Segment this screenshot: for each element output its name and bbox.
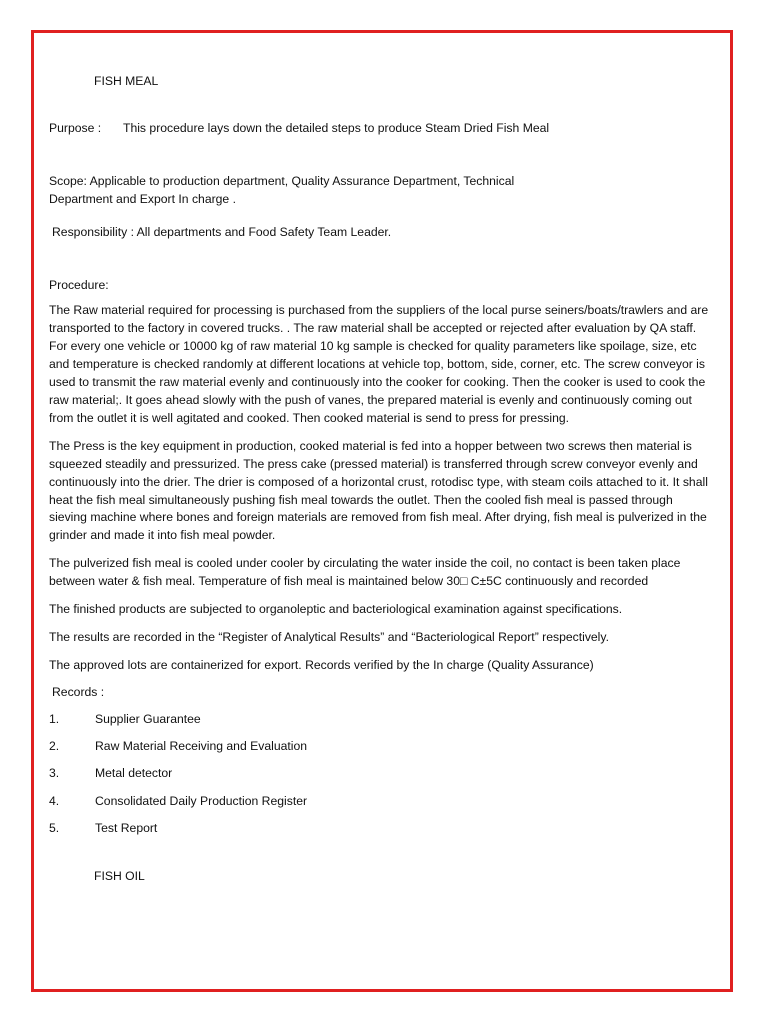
scope-line-1: Scope: Applicable to production department, Quality Assurance Department, Technical <box>49 173 515 188</box>
records-list <box>49 711 712 839</box>
procedure-paragraph-export: The approved lots are containerized for export. Records verified by the In charge (Quality Assurance) <box>49 657 594 672</box>
document-page <box>31 30 733 992</box>
list-item <box>49 793 712 811</box>
purpose-row <box>49 120 712 138</box>
record-number: 5. <box>49 821 60 836</box>
record-label: Consolidated Daily Production Register <box>95 793 308 808</box>
record-number: 2. <box>49 739 60 754</box>
procedure-paragraph-cooling: The pulverized fish meal is cooled under cooler by circulating the water inside the coil, no contact is been taken place between water & fish meal. Temperature of fish meal is maintained below 30□ C±5C continuously and recorded <box>49 556 681 589</box>
record-number: 3. <box>49 766 60 781</box>
scope-line-2: Department and Export In charge . <box>49 191 236 206</box>
record-label: Metal detector <box>95 766 173 781</box>
list-item <box>49 820 712 838</box>
section-title-fish-oil: FISH OIL <box>94 869 145 884</box>
section-title-fish-meal: FISH MEAL <box>94 74 159 88</box>
record-number: 1. <box>49 711 60 726</box>
procedure-paragraph-press: The Press is the key equipment in production, cooked material is fed into a hopper between two screws then material is squeezed steadily and pressurized. The press cake (pressed material) is transferred through screw conveyor evenly and continuously into the drier. The drier is composed of a horizontal crust, rotodisc type, with steam coils attached to it. It shall heat the fish meal simultaneously pushing fish meal towards the outlet. Then the cooled fish meal is passed through sieving machine where bones and foreign materials are removed from fish meal. After drying, fish meal is pulverized in the grinder and made it into fish meal powder. <box>49 438 708 543</box>
scope-block <box>49 173 712 209</box>
responsibility-text: Responsibility : All departments and Food Safety Team Leader. <box>52 224 392 239</box>
record-label: Test Report <box>95 821 158 836</box>
procedure-paragraph-raw-material: The Raw material required for processing is purchased from the suppliers of the local purse seiners/boats/trawlers and are transported to the factory in covered trucks. . The raw material shall be accepted or rejected after evaluation by QA staff. For every one vehicle or 10000 kg of raw material 10 kg sample is checked for quality parameters like spoilage, size, etc and temperature is checked randomly at different locations at vehicle top, bottom, side, corner, etc. The screw conveyor is used to transmit the raw material evenly and continuously into the cooker for cooking. Then the cooker is used to cook the raw material;. It goes ahead slowly with the push of vanes, the prepared material is evenly and continuously coming out from the outlet it is well agitated and cooked. Then cooked material is send to press for pressing. <box>49 303 709 425</box>
procedure-paragraph-results: The results are recorded in the “Register of Analytical Results” and “Bacteriological Report” respectively. <box>49 629 609 644</box>
records-heading: Records : <box>52 684 105 699</box>
purpose-text: This procedure lays down the detailed steps to produce Steam Dried Fish Meal <box>123 120 550 135</box>
record-label: Supplier Guarantee <box>95 711 201 726</box>
list-item <box>49 738 712 756</box>
purpose-label: Purpose : <box>49 120 102 135</box>
procedure-heading: Procedure: <box>49 277 109 292</box>
record-label: Raw Material Receiving and Evaluation <box>95 739 308 754</box>
document-body <box>49 73 712 886</box>
list-item <box>49 711 712 729</box>
list-item <box>49 765 712 783</box>
procedure-paragraph-examination: The finished products are subjected to organoleptic and bacteriological examination against specifications. <box>49 602 623 617</box>
record-number: 4. <box>49 793 60 808</box>
